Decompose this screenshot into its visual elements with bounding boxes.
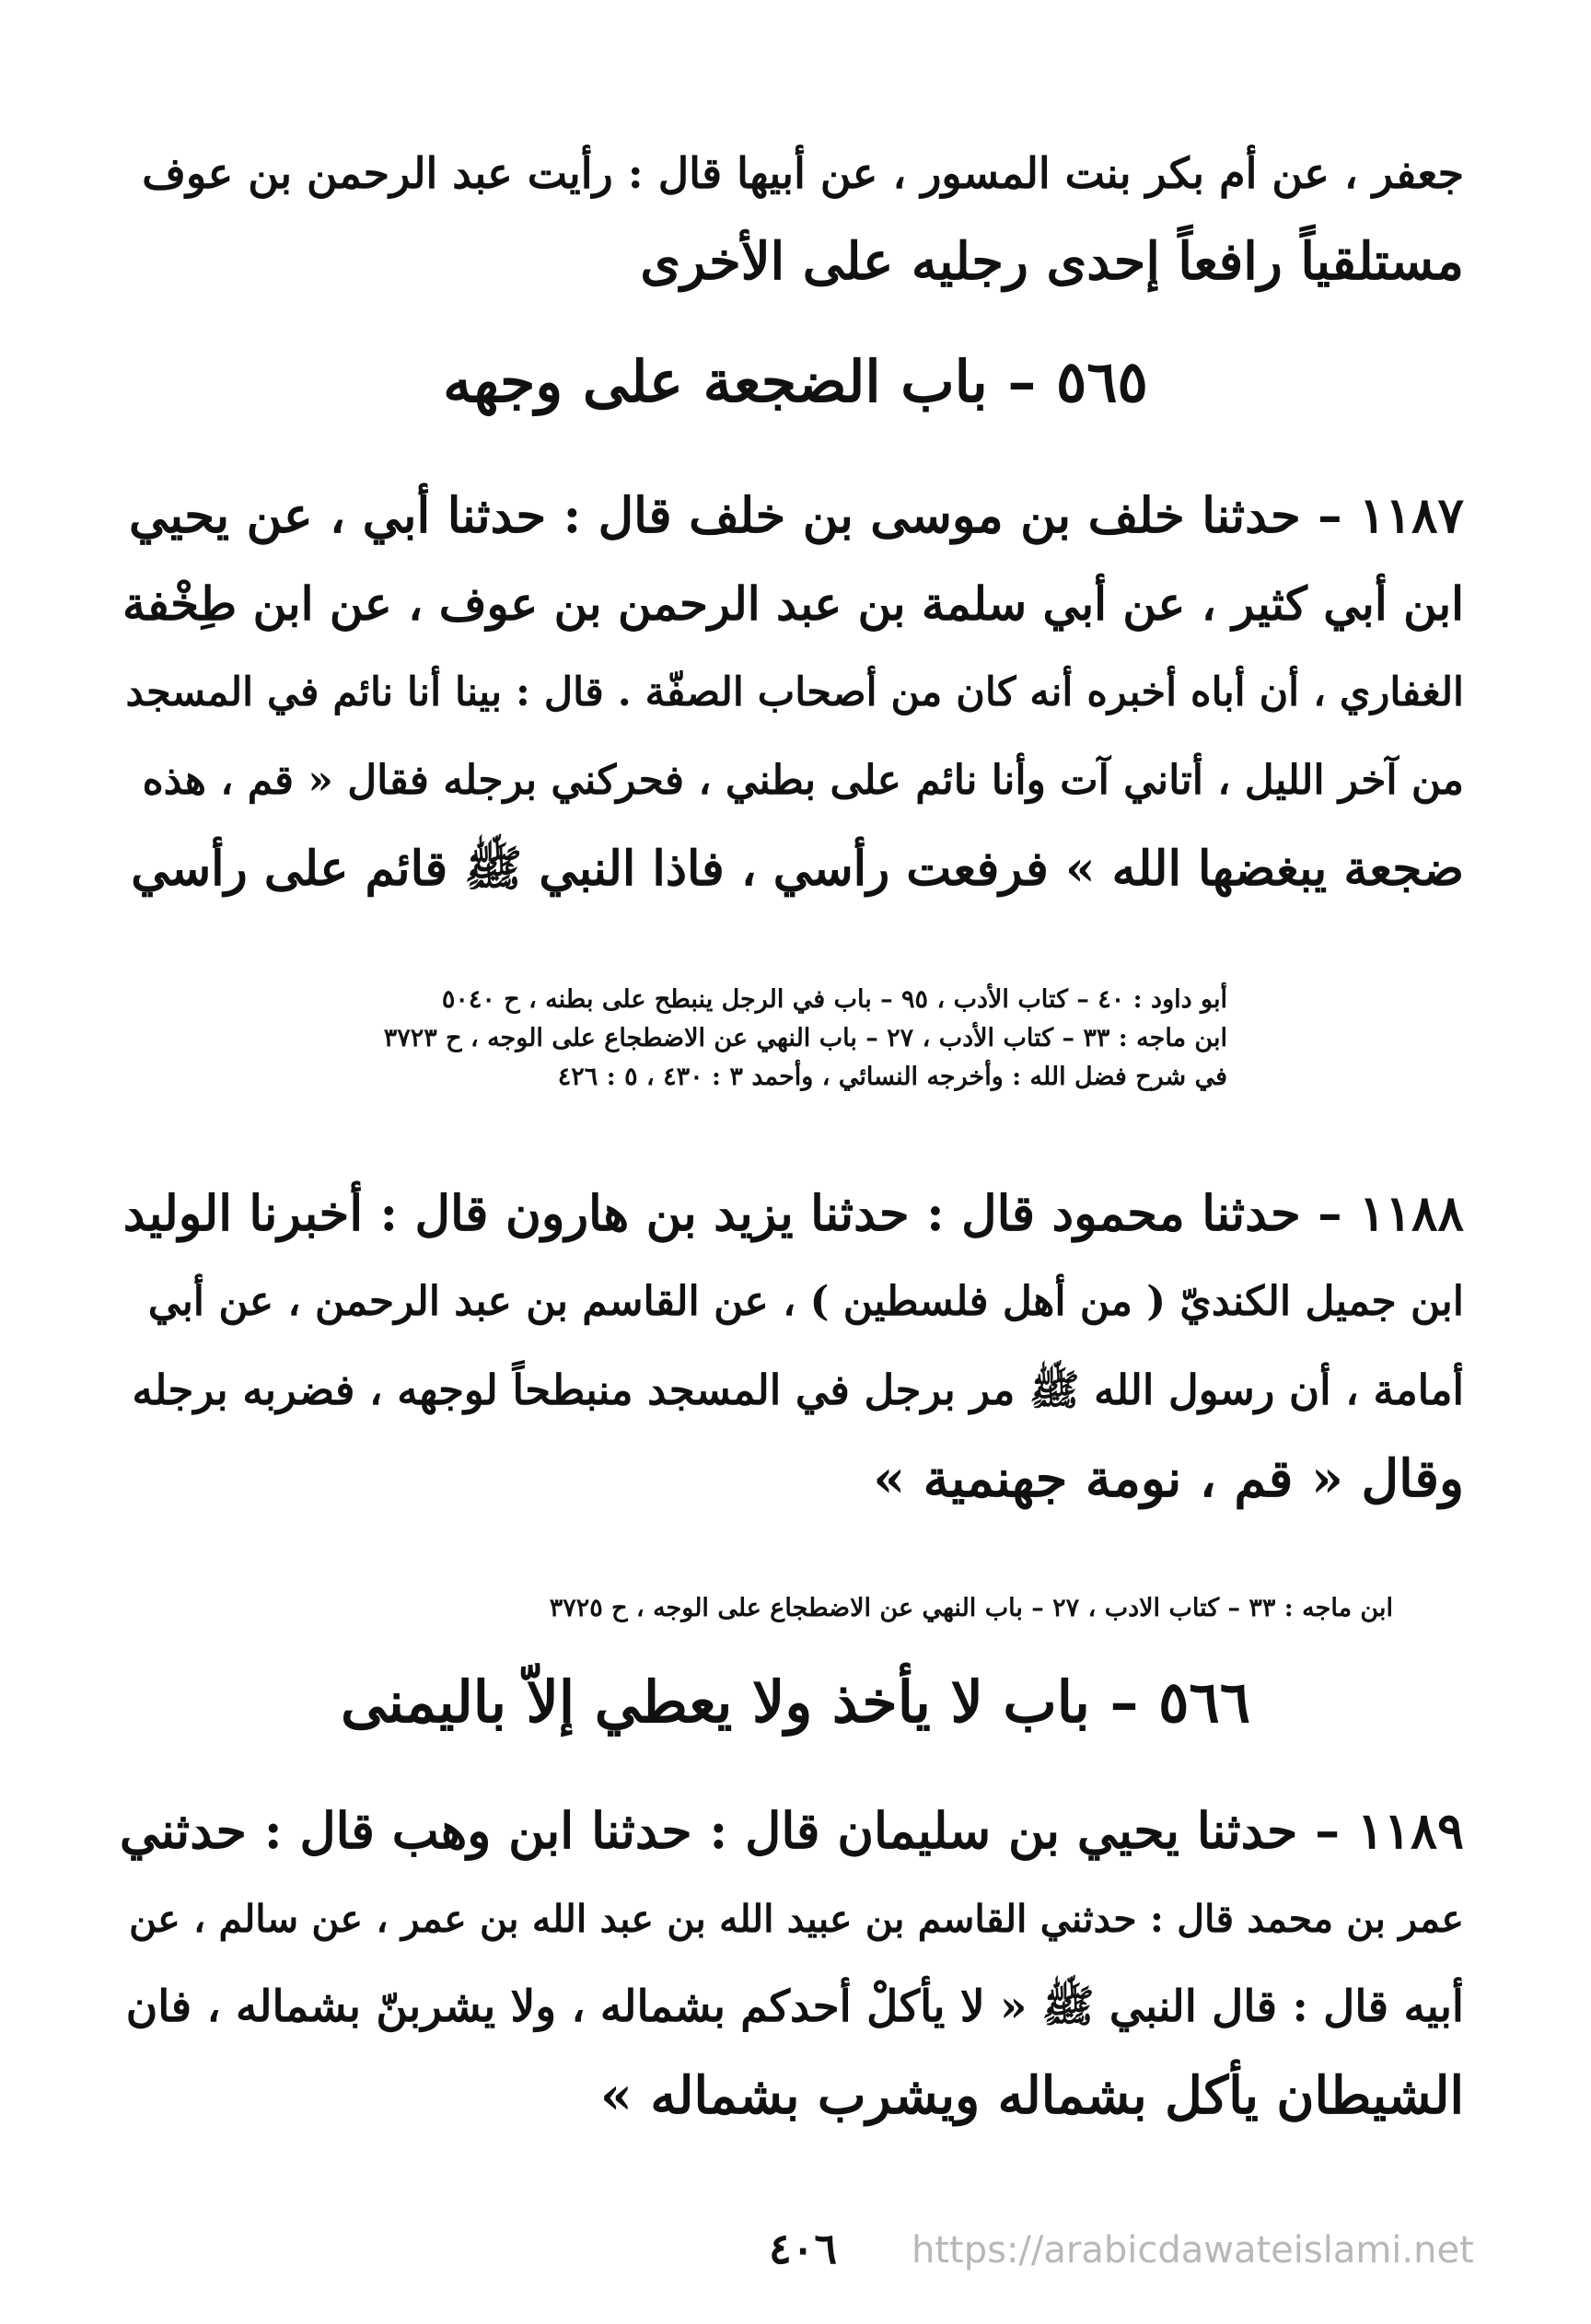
footnote-line: ابن ماجه : ٣٣ – كتاب الأدب ، ٢٧ – باب النهي عن الاضطجاع على الوجه ، ح ٣٧٢٣ <box>383 1024 1227 1052</box>
chapter-heading-566: ٥٦٦ – باب لا يأخذ ولا يعطي إلاّ باليمنى <box>340 1668 1251 1736</box>
text-line: ١١٨٧ – حدثنا خلف بن موسى بن خلف قال : حدثنا أبي ، عن يحيي <box>129 487 1464 544</box>
text-line: ضجعة يبغضها الله » فرفعت رأسي ، فاذا النبي ﷺ قائم على رأسي <box>131 841 1464 897</box>
footnotes-1188 <box>550 1589 1393 1628</box>
text-line: وقال « قم ، نومة جهنمية » <box>873 1448 1464 1509</box>
text-line: مستلقياً رافعاً إحدى رجليه على الأخرى <box>640 231 1464 292</box>
continuation-paragraph <box>120 129 1464 306</box>
text-line: أمامة ، أن رسول الله ﷺ مر برجل في المسجد منبطحاً لوجهه ، فضربه برجله <box>132 1365 1464 1414</box>
text-line: ابن أبي كثير ، عن أبي سلمة بن عبد الرحمن بن عوف ، عن ابن طِخْفة <box>122 576 1464 631</box>
footnote-line: أبو داود : ٤٠ – كتاب الأدب ، ٩٥ – باب في الرجل ينبطح على بطنه ، ح ٥٠٤٠ <box>441 985 1227 1014</box>
text-line: الشيطان يأكل بشماله ويشرب بشماله » <box>599 2065 1464 2126</box>
text-line: ١١٨٨ – حدثنا محمود قال : حدثنا يزيد بن هارون قال : أخبرنا الوليد <box>122 1185 1464 1242</box>
hadith-1189 <box>120 1786 1464 2140</box>
watermark-url: https://arabicdawateislami.net <box>912 2229 1474 2272</box>
text-line: ١١٨٩ – حدثنا يحيي بن سليمان قال : حدثنا ابن وهب قال : حدثني <box>119 1801 1464 1860</box>
page-footer <box>0 2224 1591 2279</box>
text-line: الغفاري ، أن أباه أخبره أنه كان من أصحاب الصفّة . قال : بينا أنا نائم في المسجد <box>125 669 1464 715</box>
text-line: من آخر الليل ، أتاني آت وأنا نائم على بطني ، فحركني برجله فقال « قم ، هذه <box>142 757 1464 804</box>
text-line: ابن جميل الكنديّ ( من أهل فلسطين ) ، عن القاسم بن عبد الرحمن ، عن أبي <box>147 1278 1464 1325</box>
text-line: أبيه قال : قال النبي ﷺ « لا يأكلْ أحدكم بشماله ، ولا يشربنّ بشماله ، فان <box>125 1981 1464 2032</box>
text-line: جعفر ، عن أم بكر بنت المسور ، عن أبيها قال : رأيت عبد الرحمن بن عوف <box>142 148 1464 198</box>
hadith-1187 <box>120 471 1464 913</box>
footnote-line: ابن ماجه : ٣٣ – كتاب الادب ، ٢٧ – باب النهي عن الاضطجاع على الوجه ، ح ٣٧٢٥ <box>549 1594 1393 1622</box>
text-line: عمر بن محمد قال : حدثني القاسم بن عبيد الله بن عبد الله بن عمر ، عن سالم ، عن <box>129 1897 1464 1941</box>
footnote-line: في شرح فضل الله : وأخرجه النسائي ، وأحمد ٣ : ٤٣٠ ، ٥ : ٤٢٦ <box>557 1063 1227 1091</box>
footnotes-1187 <box>384 981 1227 1097</box>
hadith-1188 <box>120 1169 1464 1523</box>
page-number: ٤٠٦ <box>769 2224 838 2273</box>
chapter-heading-565: ٥٦٥ – باب الضجعة على وجهه <box>443 348 1148 415</box>
